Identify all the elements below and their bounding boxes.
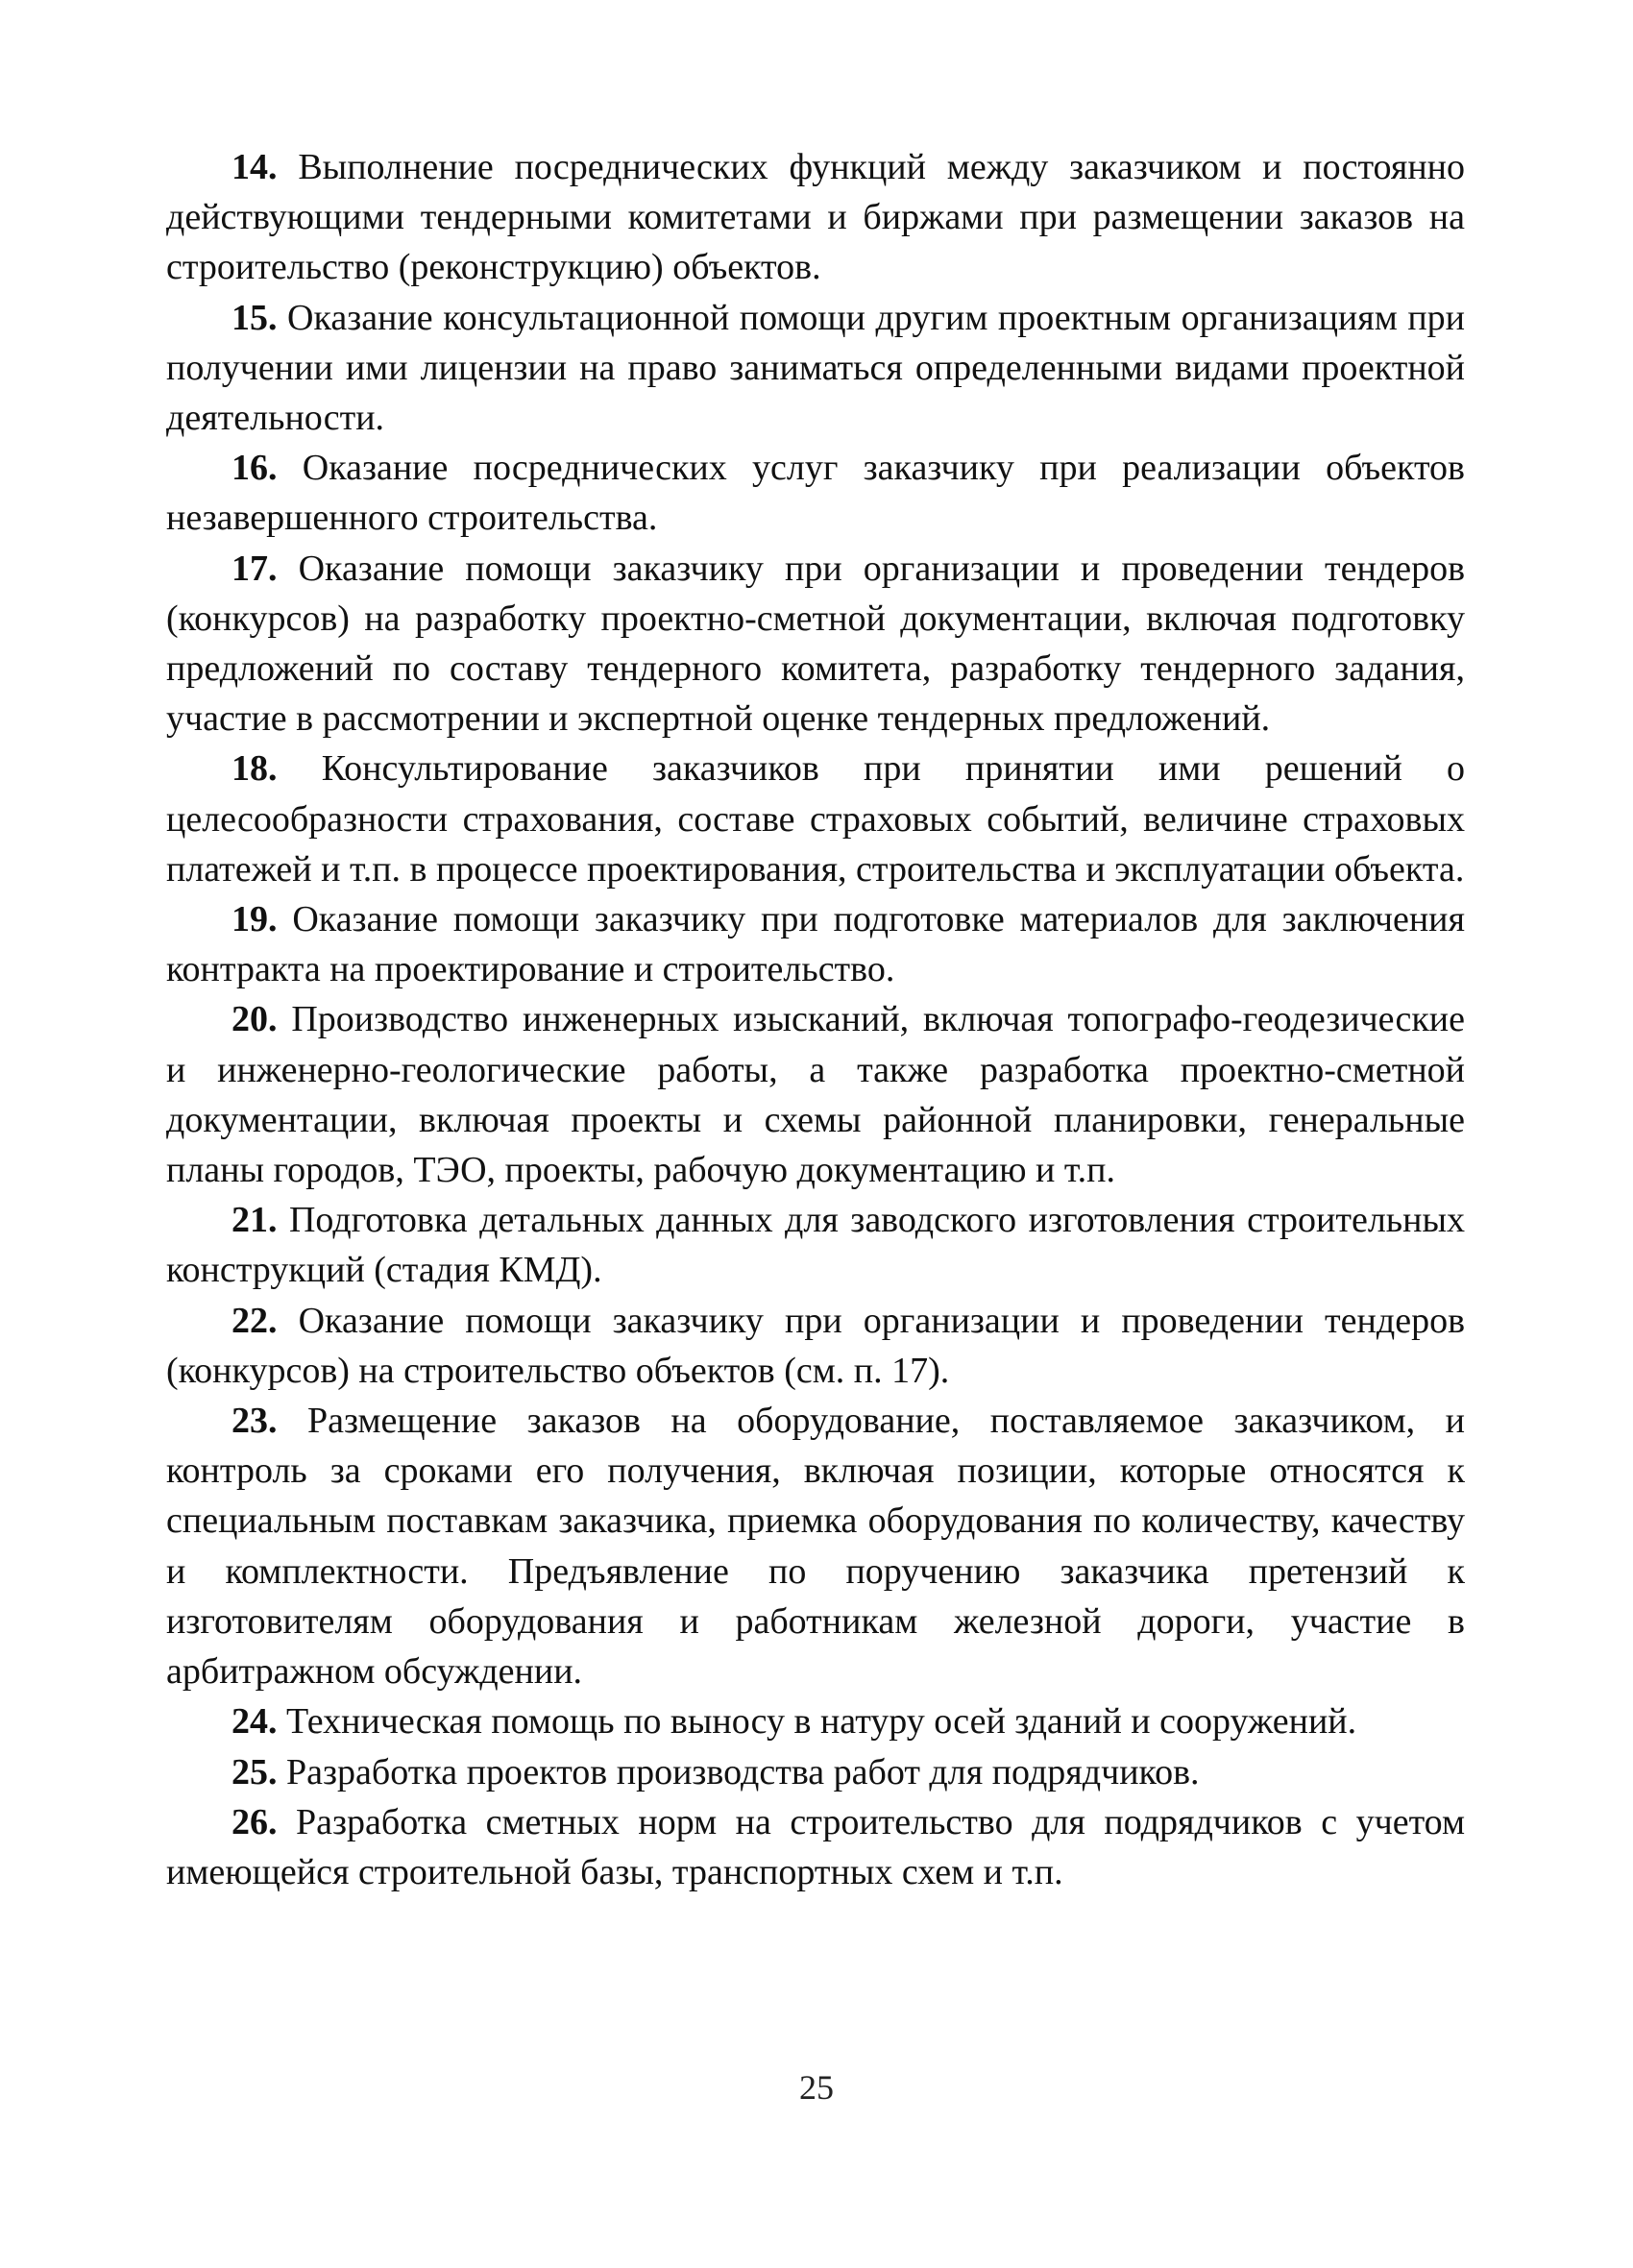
list-item-19 bbox=[166, 894, 1465, 994]
list-item-18 bbox=[166, 744, 1465, 894]
item-text: Оказание помощи заказчику при организации и проведении тендеров (конкурсов) на разработку проектно-сметной документации, включая подготовку предложений по составу тендерного комитета, разработку тендерного задания, участие в рассмотрении и экспертной оценке тендерных предложений. bbox=[166, 548, 1466, 740]
list-item-16 bbox=[166, 443, 1465, 543]
page-number: 25 bbox=[799, 2068, 834, 2107]
item-number: 25. bbox=[232, 1751, 278, 1792]
item-text: Оказание помощи заказчику при организации и проведении тендеров (конкурсов) на строительство объектов (см. п. 17). bbox=[166, 1300, 1466, 1391]
item-number: 24. bbox=[232, 1701, 278, 1743]
item-number: 19. bbox=[232, 899, 278, 940]
list-item-21 bbox=[166, 1195, 1465, 1295]
item-number: 17. bbox=[232, 548, 278, 589]
item-text: Оказание помощи заказчику при подготовке материалов для заключения контракта на проектирование и строительство. bbox=[166, 899, 1465, 990]
list-item-22 bbox=[166, 1296, 1465, 1396]
item-number: 15. bbox=[232, 297, 278, 338]
body-text bbox=[166, 142, 1465, 1897]
item-text: Выполнение посреднических функций между заказчиком и постоянно действующими тендерными комитетами и биржами при размещении заказов на строительство (реконструкцию) объектов. bbox=[166, 147, 1465, 288]
item-text: Оказание консультационной помощи другим проектным организациям при получении ими лицензии на право заниматься определенными видами проектной деятельности. bbox=[166, 297, 1465, 439]
list-item-25 bbox=[166, 1747, 1465, 1797]
item-number: 18. bbox=[232, 748, 278, 790]
list-item-15 bbox=[166, 293, 1465, 444]
item-number: 26. bbox=[232, 1801, 278, 1842]
item-text: Оказание посреднических услуг заказчику при реализации объектов незавершенного строительства. bbox=[166, 448, 1466, 539]
item-text: Размещение заказов на оборудование, поставляемое заказчиком, и контроль за сроками его получения, включая позиции, которые относятся к специальным поставкам заказчика, приемка оборудования по количеству, качеству и комплектности. Предъявление по поручению заказчика претензий к изготовителям оборудования и работникам железной дороги, участие в арбитражном обсуждении. bbox=[166, 1401, 1466, 1693]
item-text: Разработка проектов производства работ для подрядчиков. bbox=[286, 1751, 1200, 1792]
item-text: Подготовка детальных данных для заводского изготовления строительных конструкций (стадия КМД). bbox=[166, 1200, 1466, 1291]
list-item-24 bbox=[166, 1696, 1465, 1746]
list-item-23 bbox=[166, 1396, 1465, 1696]
list-item-20 bbox=[166, 994, 1465, 1195]
item-text: Консультирование заказчиков при принятии ими решений о целесообразности страхования, составе страховых событий, величине страховых платежей и т.п. в процессе проектирования, строительства и эксплуатации объекта. bbox=[166, 748, 1465, 890]
item-number: 23. bbox=[232, 1401, 278, 1442]
list-item-26 bbox=[166, 1797, 1465, 1897]
item-number: 22. bbox=[232, 1300, 278, 1341]
list-item-14 bbox=[166, 142, 1465, 293]
item-number: 16. bbox=[232, 448, 278, 489]
item-text: Разработка сметных норм на строительство для подрядчиков с учетом имеющейся строительной базы, транспортных схем и т.п. bbox=[166, 1801, 1465, 1892]
list-item-17 bbox=[166, 544, 1465, 744]
item-number: 20. bbox=[232, 999, 278, 1040]
item-number: 14. bbox=[232, 147, 278, 187]
item-text: Техническая помощь по выносу в натуру осей зданий и сооружений. bbox=[286, 1701, 1357, 1743]
item-text: Производство инженерных изысканий, включая топографо-геодезические и инженерно-геологические работы, а также разработка проектно-сметной документации, включая проекты и схемы районной планировки, генеральные планы городов, ТЭО, проекты, рабочую документацию и т.п. bbox=[166, 999, 1466, 1191]
item-number: 21. bbox=[232, 1200, 278, 1241]
